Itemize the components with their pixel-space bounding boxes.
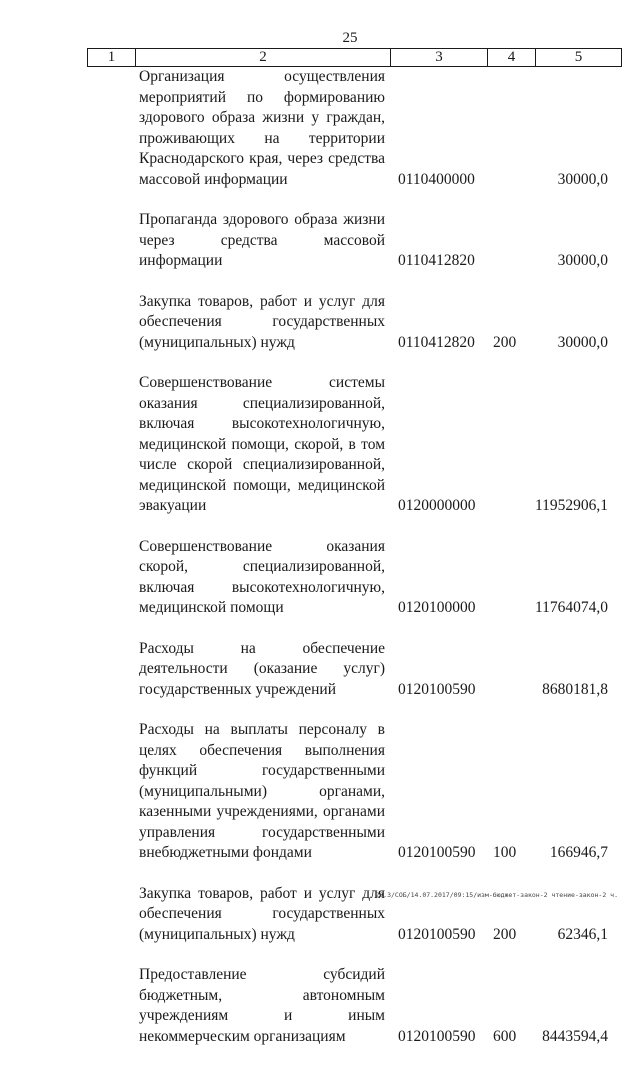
header-col-5: 5	[574, 49, 583, 65]
table-body	[0, 67, 640, 1067]
header-col-2: 2	[136, 49, 391, 66]
row-amount: 8443594,4	[542, 1027, 608, 1045]
table-header-row	[87, 48, 622, 67]
table-row	[0, 965, 640, 1047]
table-row	[0, 292, 640, 354]
table-row	[0, 720, 640, 864]
row-name: Закупка товаров, работ и услуг для обеспечения государственных (муниципальных) нужд	[139, 292, 385, 351]
row-code: 0110412820	[398, 333, 475, 351]
table-row	[0, 67, 640, 190]
header-col-4: 4	[488, 49, 536, 66]
row-kind: 100	[493, 844, 517, 861]
row-kind: 600	[493, 1027, 517, 1045]
row-amount: 30000,0	[557, 333, 608, 351]
row-code: 0110400000	[398, 170, 475, 188]
row-amount: 166946,7	[549, 844, 608, 861]
row-code: 0120100590	[398, 680, 476, 698]
row-code: 0120100590	[398, 1027, 476, 1045]
row-kind: 200	[493, 925, 517, 943]
row-name: Организация осуществления мероприятий по формированию здорового образа жизни у граждан, проживающих на территории Краснодарского края, через средства массовой информации	[139, 68, 385, 188]
row-name: Расходы на обеспечение деятельности (оказание услуг) государственных учреждений	[139, 639, 385, 698]
row-code: 0110412820	[398, 252, 475, 269]
row-name: Совершенствование оказания скорой, специализированной, включая высокотехнологичную, медицинской помощи	[139, 537, 385, 616]
document-footer-stamp: 20.3/СОБ/14.07.2017/09:15/изм-бюджет-закон-2 чтение-закон-2 ч.	[375, 891, 618, 899]
row-code: 0120000000	[398, 497, 476, 514]
row-amount: 11952906,1	[534, 497, 608, 514]
row-name: Расходы на выплаты персоналу в целях обеспечения выполнения функций государственными (муниципальными) органами, казенными учреждениями, органами управления государственными внебюджетными фондами	[139, 721, 385, 861]
row-amount: 30000,0	[557, 170, 608, 188]
row-code: 0120100590	[398, 925, 476, 943]
row-name: Совершенствование системы оказания специализированной, включая высокотехнологичную, медицинской помощи, скорой, в том числе скорой специализированной, медицинской помощи, медицинской эвакуации	[139, 374, 385, 514]
header-col-3: 3	[391, 49, 488, 66]
row-name: Закупка товаров, работ и услуг для обеспечения государственных (муниципальных) нужд	[139, 884, 385, 943]
header-col-1: 1	[88, 49, 136, 66]
table-row	[0, 373, 640, 517]
row-name: Предоставление субсидий бюджетным, автономным учреждениям и иным некоммерческим организациям	[139, 966, 385, 1045]
table-row	[0, 537, 640, 619]
row-amount: 30000,0	[557, 252, 608, 269]
row-kind: 200	[493, 333, 517, 351]
table-row	[0, 210, 640, 272]
row-name: Пропаганда здорового образа жизни через средства массовой информации	[139, 211, 385, 269]
table-row	[0, 639, 640, 701]
page-number: 25	[342, 30, 358, 46]
row-amount: 11764074,0	[534, 599, 608, 616]
row-code: 0120100590	[398, 844, 476, 861]
row-code: 0120100000	[398, 599, 476, 616]
row-amount: 62346,1	[557, 925, 608, 943]
row-amount: 8680181,8	[542, 680, 608, 698]
